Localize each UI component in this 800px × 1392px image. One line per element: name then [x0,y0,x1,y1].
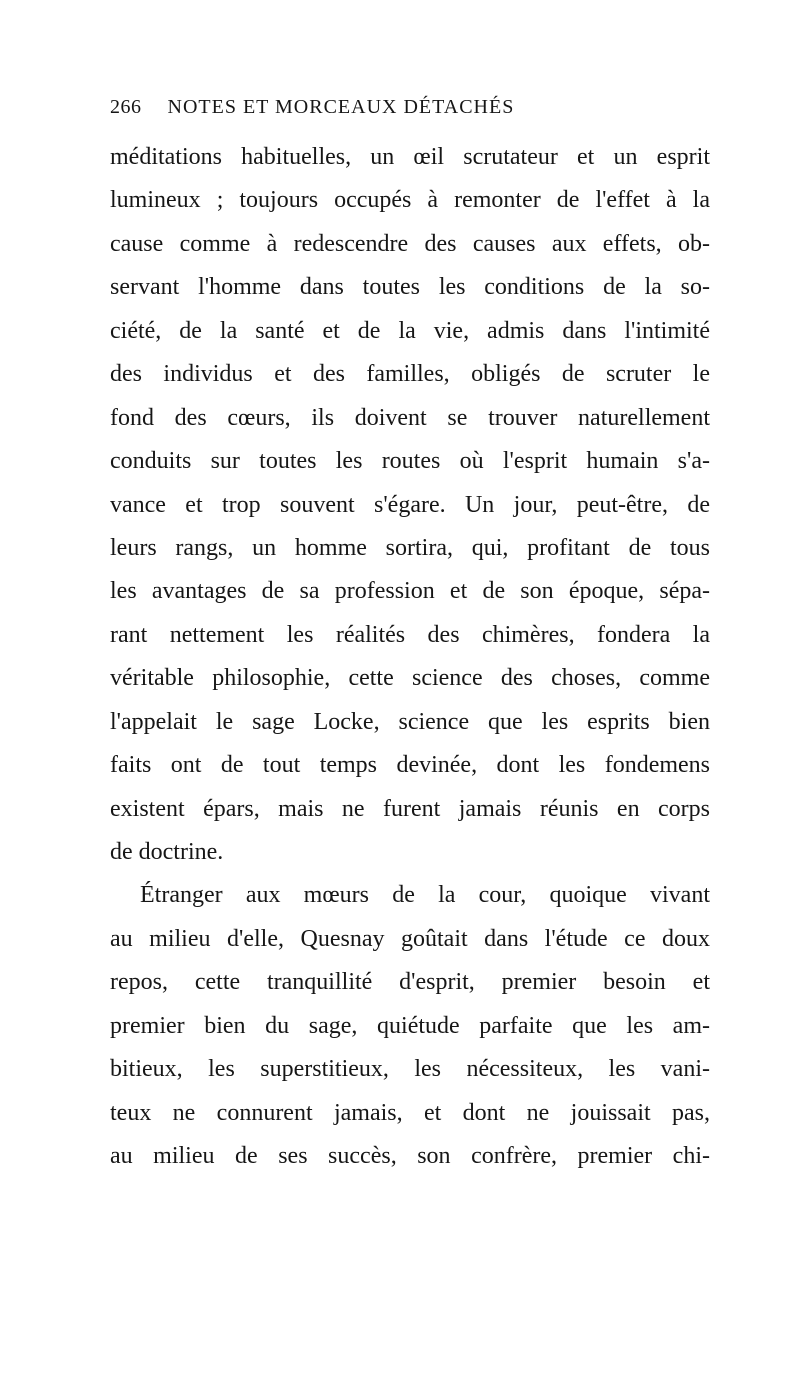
text-line: premier bien du sage, quiétude parfaite que les am- [110,1012,710,1039]
page-number: 266 [110,96,142,118]
text-line: repos, cette tranquillité d'esprit, premier besoin et [110,969,710,996]
text-line: ciété, de la santé et de la vie, admis dans l'intimité [110,317,710,344]
text-line: au milieu d'elle, Quesnay goûtait dans l'étude ce doux [110,925,710,952]
text-line: de doctrine. [110,839,224,865]
text-line: rant nettement les réalités des chimères, fondera la [110,621,710,648]
paragraph-2 [110,874,710,1178]
text-line: bitieux, les superstitieux, les nécessiteux, les vani- [110,1056,710,1083]
text-line: des individus et des familles, obligés de scruter le [110,361,710,388]
text-line: Étranger aux mœurs de la cour, quoique vivant [140,882,710,909]
text-line: véritable philosophie, cette science des choses, comme [110,665,710,692]
text-line: teux ne connurent jamais, et dont ne jouissait pas, [110,1099,710,1126]
page-header [110,96,710,126]
running-title: NOTES ET MORCEAUX DÉTACHÉS [167,96,515,118]
text-line: existent épars, mais ne furent jamais réunis en corps [110,795,710,822]
body-text [110,136,710,1179]
text-line: vance et trop souvent s'égare. Un jour, peut-être, de [110,491,710,518]
text-line: l'appelait le sage Locke, science que les esprits bien [110,708,710,735]
text-line: faits ont de tout temps devinée, dont les fondemens [110,752,710,779]
text-line: cause comme à redescendre des causes aux effets, ob- [110,230,710,257]
text-line: servant l'homme dans toutes les conditions de la so- [110,274,710,301]
text-line: au milieu de ses succès, son confrère, premier chi- [110,1143,710,1170]
text-line: lumineux ; toujours occupés à remonter de l'effet à la [110,187,710,214]
text-line: les avantages de sa profession et de son époque, sépa- [110,578,710,605]
text-line: méditations habituelles, un œil scrutateur et un esprit [110,144,710,170]
text-line: fond des cœurs, ils doivent se trouver naturellement [110,404,710,431]
text-line: conduits sur toutes les routes où l'esprit humain s'a- [110,448,710,475]
text-line: leurs rangs, un homme sortira, qui, profitant de tous [110,534,710,561]
paragraph-1 [110,136,710,874]
